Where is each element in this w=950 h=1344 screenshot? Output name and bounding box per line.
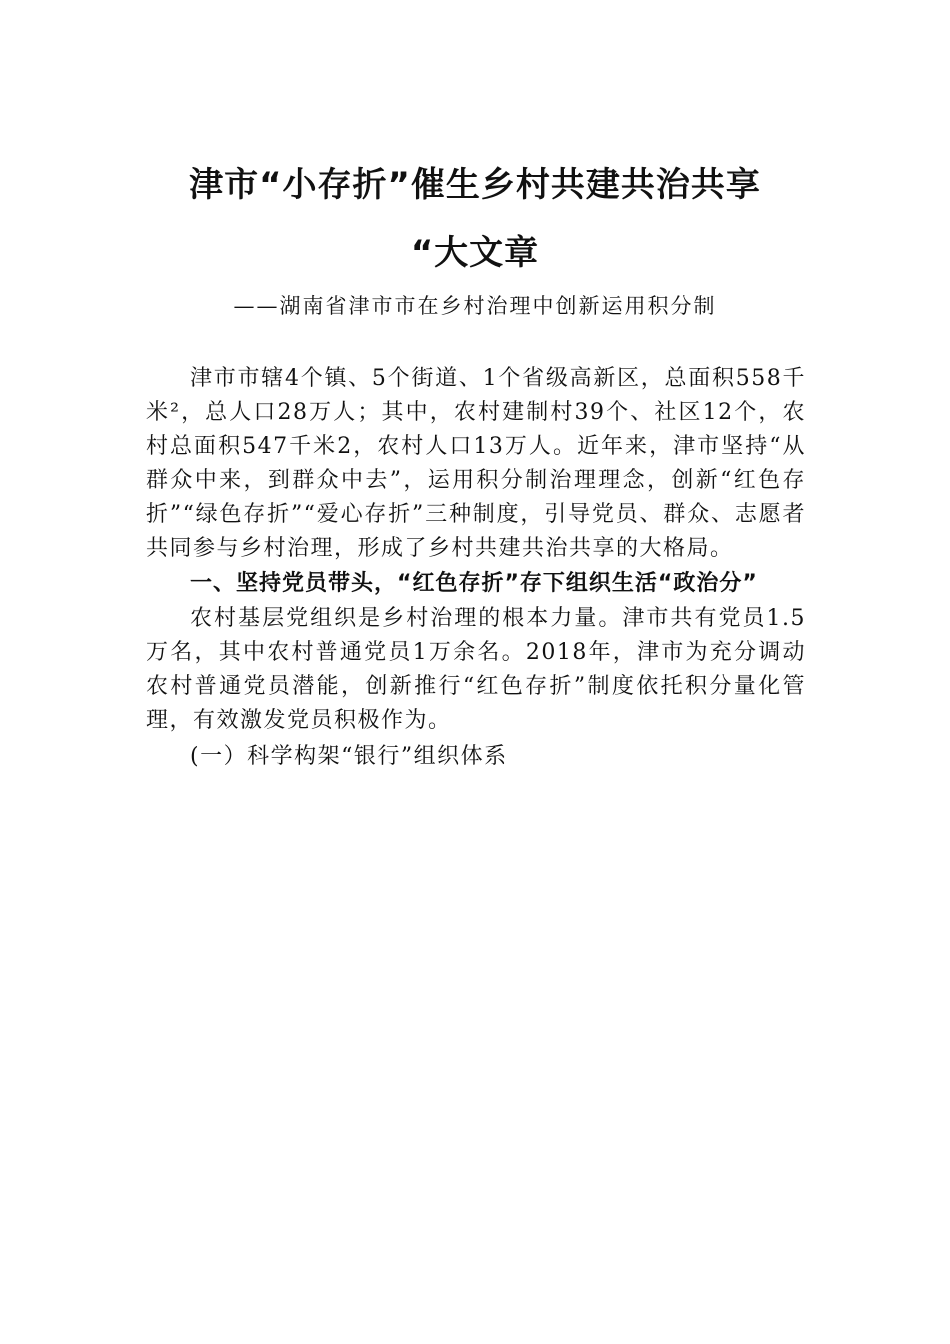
subsection-1-heading: (一）科学构架“银行”组织体系 bbox=[190, 744, 508, 769]
section-1-heading: 一、坚持党员带头，“红色存折”存下组织生活“政治分” bbox=[190, 571, 758, 596]
document-body bbox=[146, 362, 806, 774]
section-1-paragraph: 农村基层党组织是乡村治理的根本力量。津市共有党员1.5万名，其中农村普通党员1万余名。2018年，津市为充分调动农村普通党员潜能，创新推行“红色存折”制度依托积分量化管理，有效激发党员积极作为。 bbox=[146, 606, 806, 733]
document-subtitle: ——湖南省津市市在乡村治理中创新运用积分制 bbox=[233, 294, 717, 318]
intro-paragraph: 津市市辖4个镇、5个街道、1个省级高新区，总面积558千米²，总人口28万人；其中，农村建制村39个、社区12个，农村总面积547千米2，农村人口13万人。近年来，津市坚持“从群众中来，到群众中去”，运用积分制治理理念，创新“红色存折”“绿色存折”“爱心存折”三种制度，引导党员、群众、志愿者共同参与乡村治理，形成了乡村共建共治共享的大格局。 bbox=[146, 366, 806, 561]
document-title-line-2: “大文章 bbox=[410, 233, 540, 273]
document-title-line-1: 津市“小存折”催生乡村共建共治共享 bbox=[189, 165, 761, 205]
